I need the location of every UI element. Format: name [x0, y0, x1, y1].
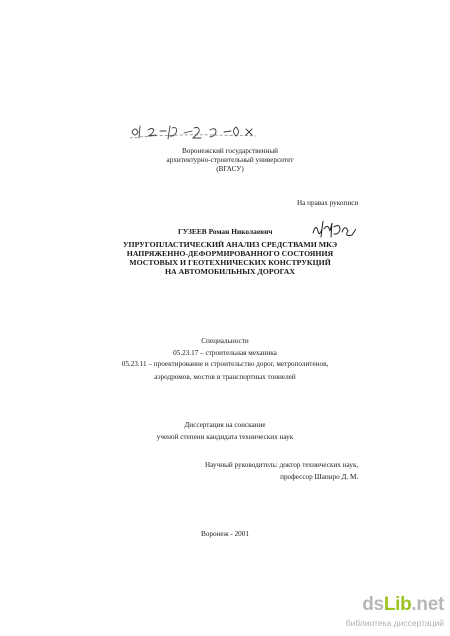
advisor-block — [205, 461, 358, 482]
dslib-subtitle: библиотека диссертаций — [345, 618, 444, 628]
university-abbreviation: (ВГАСУ) — [216, 165, 244, 173]
city-year: Воронеж - 2001 — [201, 530, 249, 538]
title-line-2: НАПРЯЖЕННО-ДЕФОРМИРОВАННОГО СОСТОЯНИЯ — [126, 249, 334, 258]
university-line-2: архитектурно-строительный университет — [166, 156, 294, 164]
dslib-watermark — [340, 594, 448, 632]
title-line-4: НА АВТОМОБИЛЬНЫХ ДОРОГАХ — [164, 267, 296, 276]
title-line-3: МОСТОВЫХ И ГЕОТЕХНИЧЕСКИХ КОНСТРУКЦИЙ — [129, 258, 331, 267]
dissertation-line-1: Диссертация на соискание — [184, 421, 266, 429]
specialty-1: 05.23.17 – строительная механика — [173, 349, 277, 357]
author-name: ГУЗЕЕВ Роман Николаевич — [178, 227, 273, 236]
logo-part-net: .net — [411, 594, 444, 615]
dissertation-line-2: ученой степени кандидата технических наук — [156, 433, 294, 441]
dissertation-degree-block — [140, 421, 310, 442]
dslib-logo — [362, 594, 444, 616]
university-block — [150, 147, 310, 174]
handwritten-note — [128, 120, 260, 142]
logo-part-lib: Lib — [383, 594, 412, 615]
specialties-heading: Специальности — [201, 337, 249, 345]
author-signature — [310, 219, 356, 241]
specialties-block — [100, 337, 350, 382]
specialty-2-line-1: 05.23.11 – проектирование и строительство дорог, метрополитенов, — [121, 360, 329, 368]
dissertation-title — [120, 240, 340, 276]
title-line-1: УПРУГОПЛАСТИЧЕСКИЙ АНАЛИЗ СРЕДСТВАМИ МКЭ — [122, 240, 338, 249]
manuscript-rights: На правах рукописи — [297, 199, 359, 207]
advisor-line-2: профессор Шапиро Д. М. — [280, 473, 359, 481]
specialty-2-line-2: аэродромов, мостов и транспортных тоннелей — [154, 373, 296, 381]
logo-part-ds: ds — [362, 594, 384, 615]
university-line-1: Воронежский государственный — [181, 147, 279, 155]
advisor-line-1: Научный руководитель: доктор технических наук, — [205, 461, 359, 469]
